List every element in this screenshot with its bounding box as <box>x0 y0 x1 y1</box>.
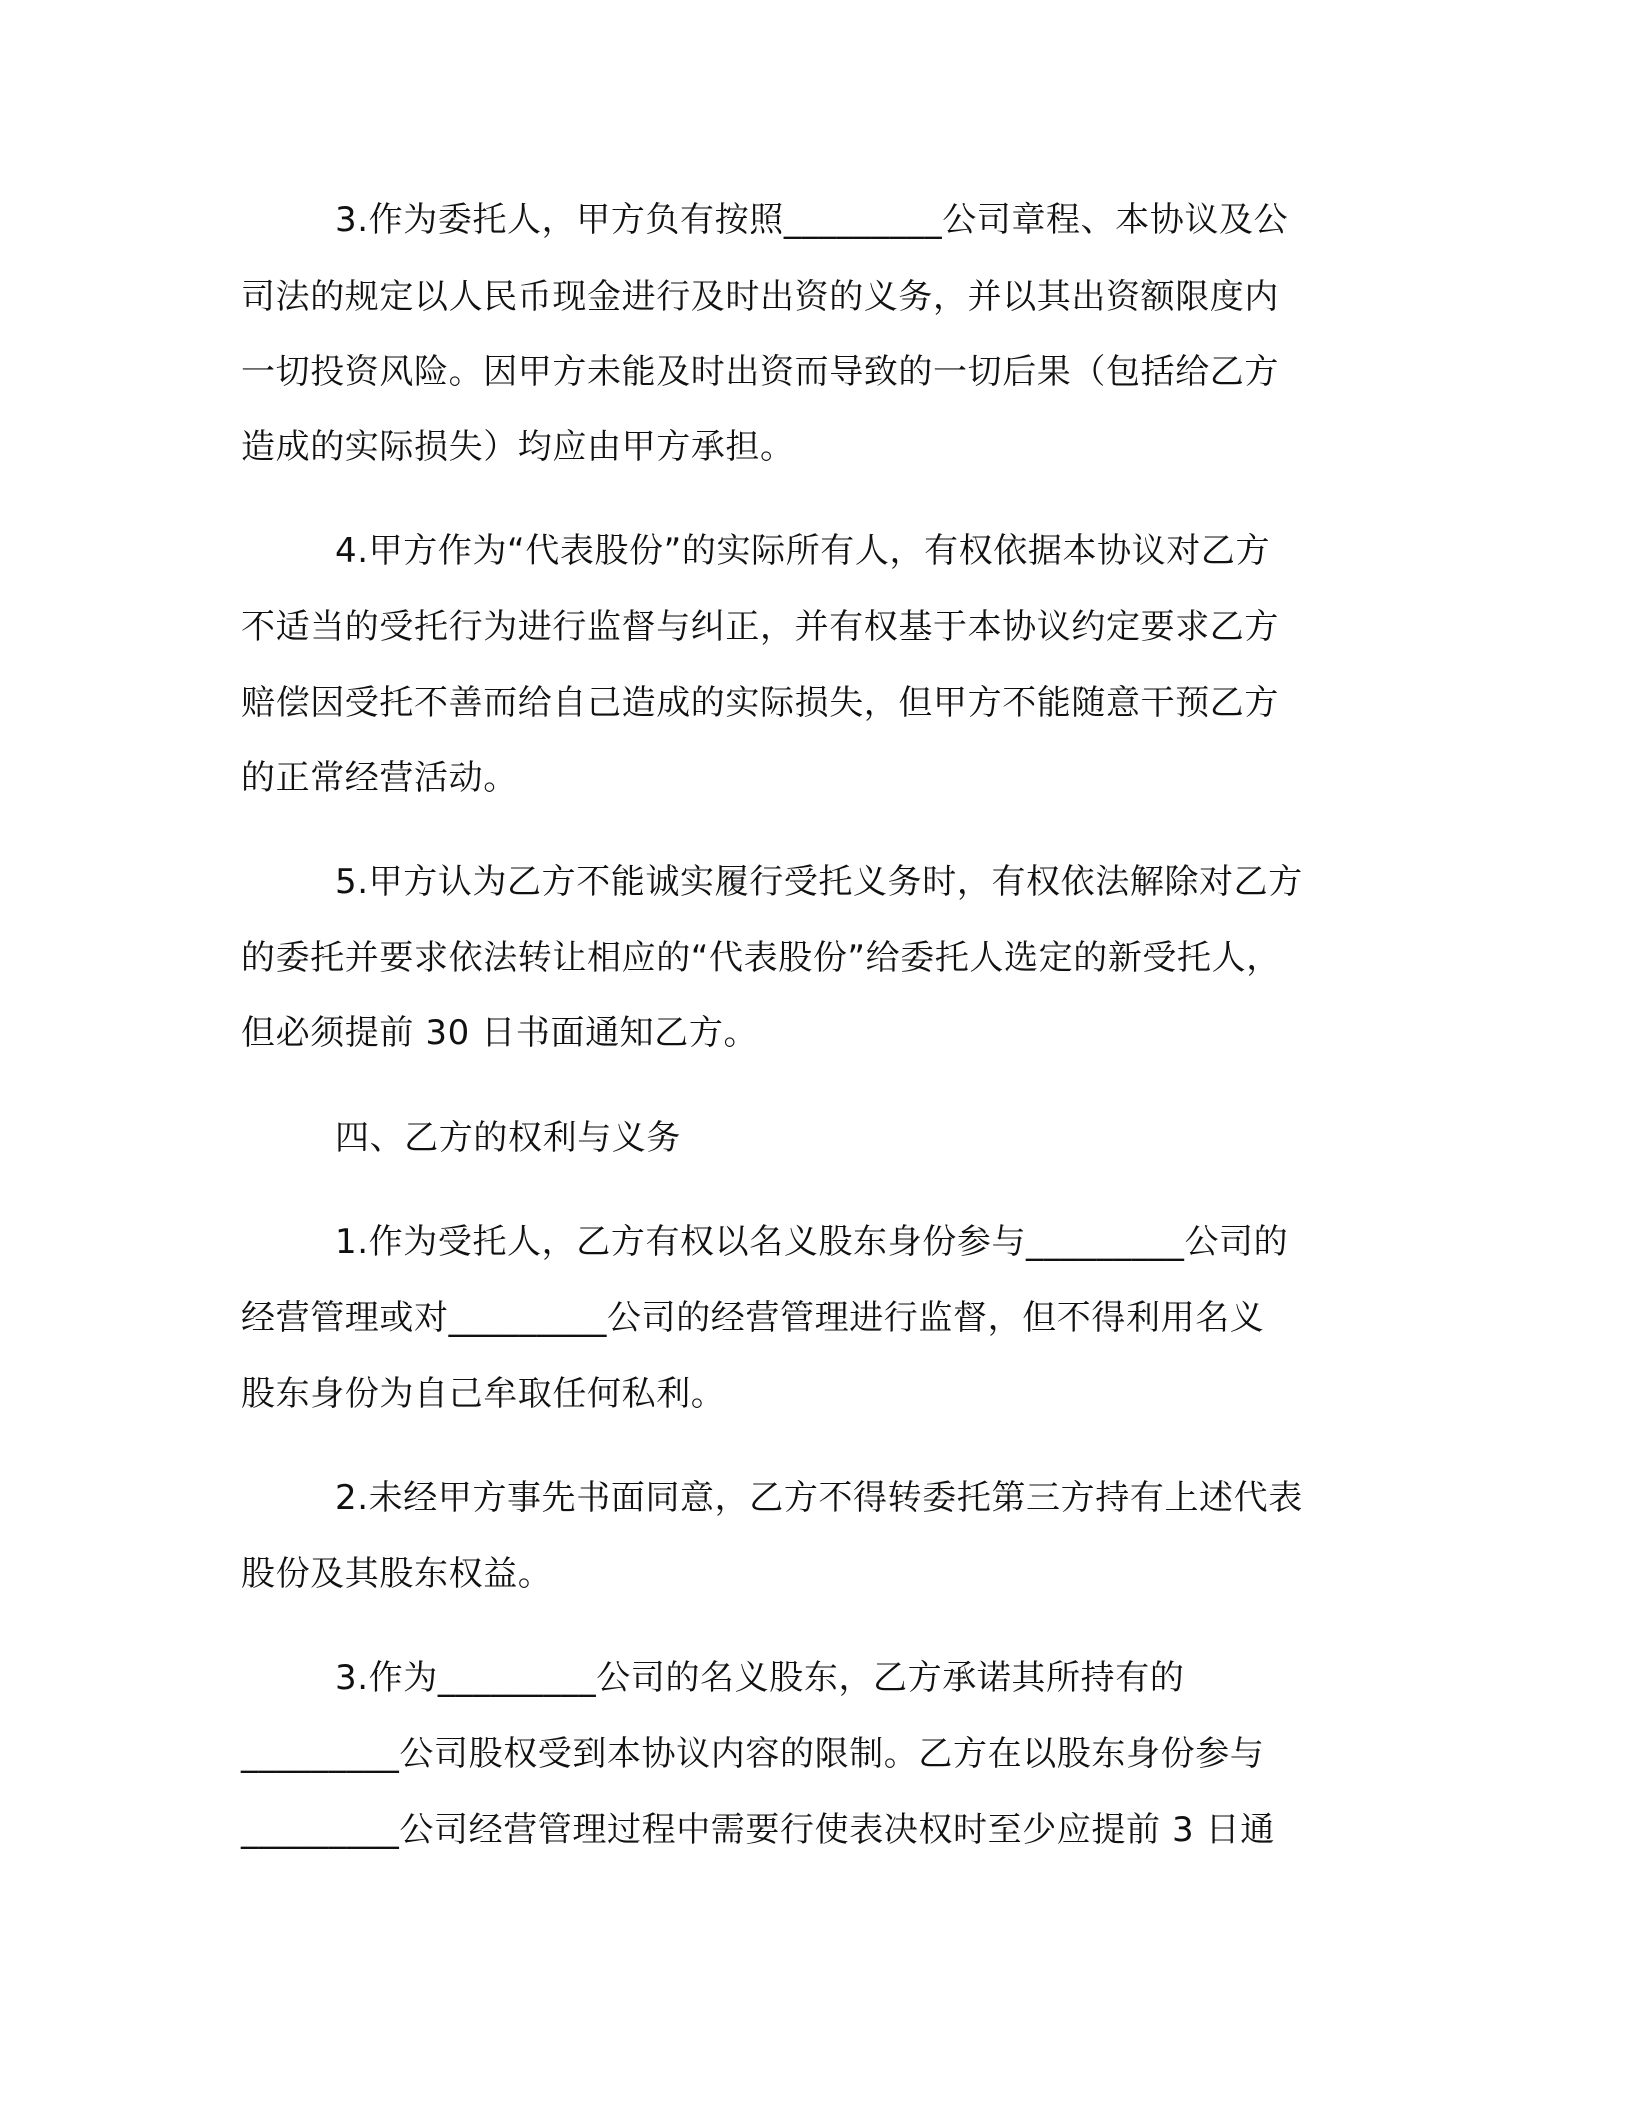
text-line-10: 的委托并要求依法转让相应的“代表股份”给委托人选定的新受托人， <box>241 938 1281 978</box>
section-heading: 四、乙方的权利与义务 <box>335 1118 681 1158</box>
text-line-2: 司法的规定以人民币现金进行及时出资的义务，并以其出资额限度内 <box>241 277 1279 317</box>
text-line-7: 赔偿因受托不善而给自己造成的实际损失，但甲方不能随意干预乙方 <box>241 683 1279 723</box>
text-line-14: 经营管理或对_________公司的经营管理进行监督，但不得利用名义 <box>241 1298 1265 1338</box>
text-line-4: 造成的实际损失）均应由甲方承担。 <box>241 427 795 467</box>
text-line-6: 不适当的受托行为进行监督与纠正，并有权基于本协议约定要求乙方 <box>241 607 1279 647</box>
text-line-19: _________公司股权受到本协议内容的限制。乙方在以股东身份参与 <box>241 1734 1265 1774</box>
text-line-9: 5.甲方认为乙方不能诚实履行受托义务时，有权依法解除对乙方 <box>335 862 1303 902</box>
text-line-8: 的正常经营活动。 <box>241 758 518 798</box>
text-line-13: 1.作为受托人，乙方有权以名义股东身份参与_________公司的 <box>335 1222 1289 1262</box>
text-line-1: 3.作为委托人，甲方负有按照_________公司章程、本协议及公 <box>335 200 1289 240</box>
text-line-18: 3.作为_________公司的名义股东，乙方承诺其所持有的 <box>335 1658 1185 1698</box>
text-line-16: 2.未经甲方事先书面同意，乙方不得转委托第三方持有上述代表 <box>335 1478 1303 1518</box>
text-line-15: 股东身份为自己牟取任何私利。 <box>241 1374 726 1414</box>
text-line-17: 股份及其股东权益。 <box>241 1554 553 1594</box>
text-line-20: _________公司经营管理过程中需要行使表决权时至少应提前 3 日通 <box>241 1810 1275 1850</box>
text-line-3: 一切投资风险。因甲方未能及时出资而导致的一切后果（包括给乙方 <box>241 352 1279 392</box>
text-line-5: 4.甲方作为“代表股份”的实际所有人，有权依据本协议对乙方 <box>335 531 1271 571</box>
text-line-11: 但必须提前 30 日书面通知乙方。 <box>241 1013 759 1053</box>
